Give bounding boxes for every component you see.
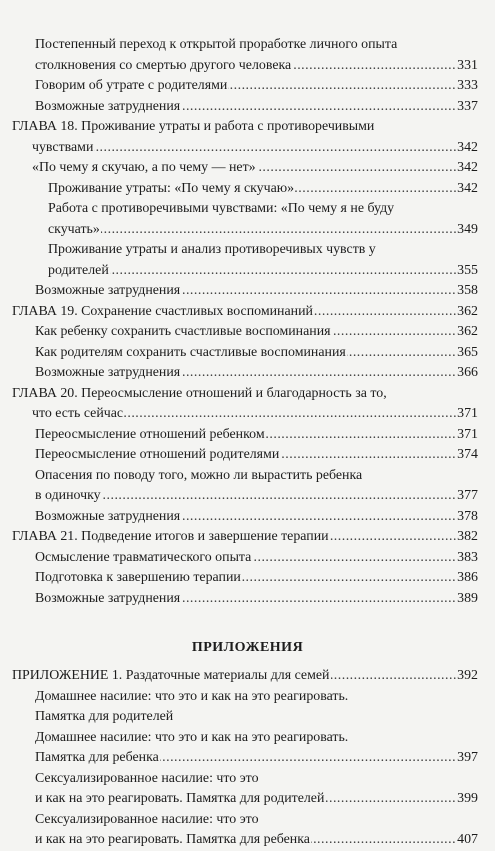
toc-line: [0, 322, 495, 343]
toc-page-number: 378: [457, 507, 479, 528]
toc-line: [0, 445, 495, 466]
toc-entry[interactable]: [0, 76, 495, 97]
toc-entry-title: и как на это реагировать. Памятка для ребенка: [35, 830, 311, 851]
toc-line: [0, 548, 495, 569]
toc-entry-title: Опасения по поводу того, можно ли вырастить ребенка: [35, 466, 363, 487]
toc-line: [0, 527, 495, 548]
toc-page-number: 365: [457, 343, 479, 364]
toc-page-number: 366: [457, 363, 479, 384]
toc-page-number: 407: [457, 830, 479, 851]
toc-entry-title: Возможные затруднения: [35, 507, 181, 528]
toc-entry-title: Как ребенку сохранить счастливые воспоминания: [35, 322, 332, 343]
toc-entry[interactable]: [0, 728, 495, 769]
toc-line: [0, 810, 495, 831]
toc-page-number: 355: [457, 261, 479, 282]
toc-entry[interactable]: [0, 97, 495, 118]
toc-entry[interactable]: [0, 666, 495, 687]
toc-entry-title: столкновения со смертью другого человека: [35, 56, 292, 77]
toc-page-number: 399: [457, 789, 479, 810]
toc-line: [0, 35, 495, 56]
toc-entry-title: Домашнее насилие: что это и как на это реагировать.: [35, 728, 349, 749]
toc-page-number: 342: [457, 179, 479, 200]
toc-entry-title: что есть сейчас: [32, 404, 124, 425]
appendix-heading: ПРИЛОЖЕНИЯ: [191, 640, 304, 655]
toc-line: [0, 97, 495, 118]
toc-entry-title: ГЛАВА 20. Переосмысление отношений и благодарность за то,: [12, 384, 388, 405]
toc-entry[interactable]: [0, 179, 495, 200]
toc-line: [0, 666, 495, 687]
toc-page-number: 397: [457, 748, 479, 769]
toc-entry[interactable]: [0, 384, 495, 425]
toc-page-number: 383: [457, 548, 479, 569]
toc-entry-title: ГЛАВА 19. Сохранение счастливых воспоминаний: [12, 302, 314, 323]
toc-line: [0, 728, 495, 749]
toc-line: [0, 384, 495, 405]
toc-line: [0, 486, 495, 507]
toc-line: [0, 117, 495, 138]
toc-line: [0, 404, 495, 425]
toc-entry[interactable]: [0, 240, 495, 281]
toc-entry[interactable]: [0, 425, 495, 446]
toc-entry[interactable]: [0, 769, 495, 810]
toc-entry-title: Возможные затруднения: [35, 97, 181, 118]
toc-entry[interactable]: [0, 810, 495, 851]
toc-entry-title: ГЛАВА 18. Проживание утраты и работа с противоречивыми: [12, 117, 375, 138]
toc-entry[interactable]: [0, 466, 495, 507]
toc-entry-title: Осмысление травматического опыта: [35, 548, 252, 569]
toc-entry[interactable]: [0, 199, 495, 240]
toc-entry-title: Проживание утраты: «По чему я скучаю»: [48, 179, 295, 200]
toc-page-number: 386: [457, 568, 479, 589]
toc-line: [0, 281, 495, 302]
toc-line: [0, 748, 495, 769]
toc-entry-title: «По чему я скучаю, а по чему — нет»: [32, 158, 257, 179]
toc-entry[interactable]: [0, 548, 495, 569]
toc-line: [0, 302, 495, 323]
toc-entry[interactable]: [0, 322, 495, 343]
toc-entry[interactable]: [0, 507, 495, 528]
toc-entry-title: Постепенный переход к открытой проработке личного опыта: [35, 35, 398, 56]
toc-line: [0, 158, 495, 179]
toc-entry-title: ГЛАВА 21. Подведение итогов и завершение терапии: [12, 527, 330, 548]
toc-entry-title: Как родителям сохранить счастливые воспоминания: [35, 343, 347, 364]
toc-line: [0, 789, 495, 810]
toc-line: [0, 707, 495, 728]
toc-line: [0, 425, 495, 446]
toc-entry[interactable]: [0, 363, 495, 384]
dot-leader: [32, 138, 457, 159]
toc-entry-title: Переосмысление отношений ребенком: [35, 425, 266, 446]
toc-entry[interactable]: [0, 445, 495, 466]
toc-entry-title: скучать»: [48, 220, 101, 241]
toc-line: [0, 343, 495, 364]
toc-line: [0, 199, 495, 220]
toc-entry[interactable]: [0, 343, 495, 364]
toc-entry-title: Памятка для ребенка: [35, 748, 160, 769]
toc-entry-title: Сексуализированное насилие: что это: [35, 810, 260, 831]
toc-entry-title: Говорим об утрате с родителями: [35, 76, 228, 97]
toc-entry-title: Памятка для родителей: [35, 707, 174, 728]
toc-line: [0, 138, 495, 159]
toc-line: [0, 363, 495, 384]
toc-page-number: 331: [457, 56, 479, 77]
toc-entry[interactable]: [0, 527, 495, 548]
toc-page-number: 362: [457, 322, 479, 343]
toc-entry-title: чувствами: [32, 138, 94, 159]
toc-entry-title: ПРИЛОЖЕНИЕ 1. Раздаточные материалы для семей: [12, 666, 331, 687]
toc-line: [0, 687, 495, 708]
toc-line: [0, 589, 495, 610]
toc-page-number: 371: [457, 404, 479, 425]
toc-page-number: 342: [457, 138, 479, 159]
toc-entry-title: Возможные затруднения: [35, 589, 181, 610]
toc-entry[interactable]: [0, 589, 495, 610]
toc-page-number: 371: [457, 425, 479, 446]
toc-line: [0, 568, 495, 589]
toc-entry-title: и как на это реагировать. Памятка для родителей: [35, 789, 325, 810]
toc-line: [0, 240, 495, 261]
toc-entry-title: Сексуализированное насилие: что это: [35, 769, 260, 790]
toc-entry-title: Возможные затруднения: [35, 281, 181, 302]
dot-leader: [48, 220, 457, 241]
toc-page-number: 389: [457, 589, 479, 610]
toc-entry-title: родителей: [48, 261, 110, 282]
toc-page-number: 374: [457, 445, 479, 466]
toc-entry[interactable]: [0, 687, 495, 728]
toc-page-number: 382: [457, 527, 479, 548]
toc-entry[interactable]: [0, 117, 495, 158]
toc-page-number: 333: [457, 76, 479, 97]
toc-line: [0, 769, 495, 790]
toc-entry[interactable]: [0, 158, 495, 179]
toc-line: [0, 220, 495, 241]
toc-page-number: 358: [457, 281, 479, 302]
toc-entry-title: Проживание утраты и анализ противоречивых чувств у: [48, 240, 377, 261]
toc-entry-title: Работа с противоречивыми чувствами: «По чему я не буду: [48, 199, 395, 220]
toc-page-number: 362: [457, 302, 479, 323]
toc-page-number: 392: [457, 666, 479, 687]
toc-line: [0, 56, 495, 77]
toc-page-number: 349: [457, 220, 479, 241]
toc-entry-title: Возможные затруднения: [35, 363, 181, 384]
toc-entry-title: Подготовка к завершению терапии: [35, 568, 242, 589]
toc-page-number: 377: [457, 486, 479, 507]
toc-entry[interactable]: [0, 35, 495, 76]
toc-line: [0, 179, 495, 200]
toc-entry-title: Переосмысление отношений родителями: [35, 445, 280, 466]
toc-line: [0, 507, 495, 528]
toc-entry[interactable]: [0, 302, 495, 323]
toc-line: [0, 261, 495, 282]
toc-page-number: 342: [457, 158, 479, 179]
toc-line: [0, 830, 495, 851]
toc-page-number: 337: [457, 97, 479, 118]
toc-entry[interactable]: [0, 281, 495, 302]
toc-entry-title: в одиночку: [35, 486, 102, 507]
toc-line: [0, 76, 495, 97]
toc-entry-title: Домашнее насилие: что это и как на это реагировать.: [35, 687, 349, 708]
table-of-contents: [0, 35, 495, 851]
toc-entry[interactable]: [0, 568, 495, 589]
toc-line: [0, 466, 495, 487]
